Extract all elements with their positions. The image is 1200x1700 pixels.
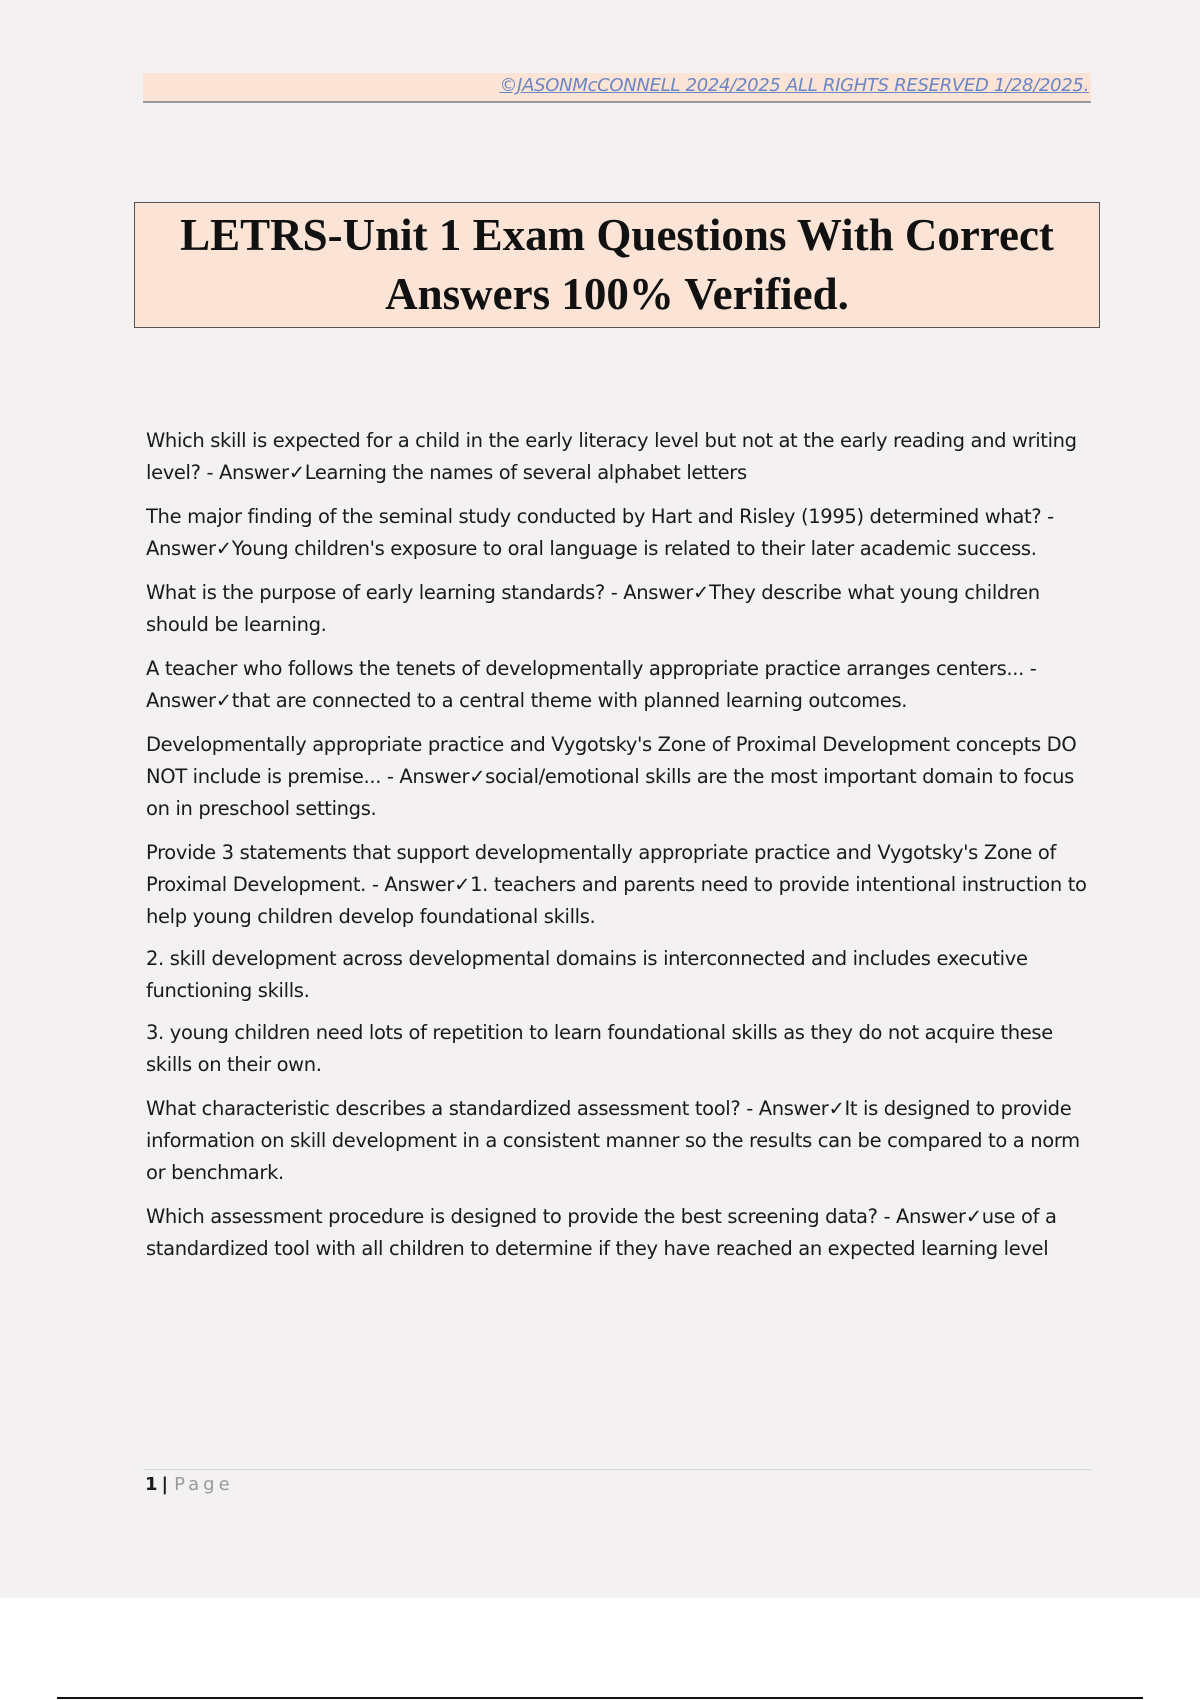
page-number: 1 [145,1474,158,1495]
page-footer [145,1474,234,1495]
qa-list [146,425,1096,1277]
qa-item: What characteristic describes a standardized assessment tool? - Answer✓It is designed to provide information on skill development in a consistent manner so the results can be compared to a norm or benchmark. [146,1097,1080,1184]
copyright-notice: ©JASONMcCONNELL 2024/2025 ALL RIGHTS RESERVED 1/28/2025. [499,75,1089,96]
document-title: LETRS-Unit 1 Exam Questions With Correct Answers 100% Verified. [180,210,1054,319]
qa-item: Provide 3 statements that support developmentally appropriate practice and Vygotsky's Zone of Proximal Development. - Answer✓1. teachers and parents need to provide intentional instruction to help young children develop foundational skills. [146,841,1087,928]
qa-item: 2. skill development across developmental domains is interconnected and includes executive functioning skills. [146,947,1028,1002]
title-box [134,202,1100,328]
footer-divider [143,1469,1091,1470]
qa-item: What is the purpose of early learning standards? - Answer✓They describe what young children should be learning. [146,581,1040,636]
qa-item: The major finding of the seminal study conducted by Hart and Risley (1995) determined what? - Answer✓Young children's exposure to oral language is related to their later academic success. [146,505,1054,560]
page-label: Page [174,1474,234,1495]
qa-item: Developmentally appropriate practice and Vygotsky's Zone of Proximal Development concepts DO NOT include is premise... - Answer✓social/emotional skills are the most important domain to focus on in preschool settings. [146,733,1077,820]
bottom-divider [57,1697,1143,1699]
qa-item: 3. young children need lots of repetition to learn foundational skills as they do not acquire these skills on their own. [146,1021,1053,1076]
page-separator: | [161,1474,169,1495]
qa-item: Which assessment procedure is designed to provide the best screening data? - Answer✓use of a standardized tool with all children to determine if they have reached an expected learning level [146,1205,1057,1260]
qa-item: A teacher who follows the tenets of developmentally appropriate practice arranges centers... - Answer✓that are connected to a central theme with planned learning outcomes. [146,657,1037,712]
qa-item: Which skill is expected for a child in the early literacy level but not at the early reading and writing level? - Answer✓Learning the names of several alphabet letters [146,429,1077,484]
header-bar [143,73,1091,103]
